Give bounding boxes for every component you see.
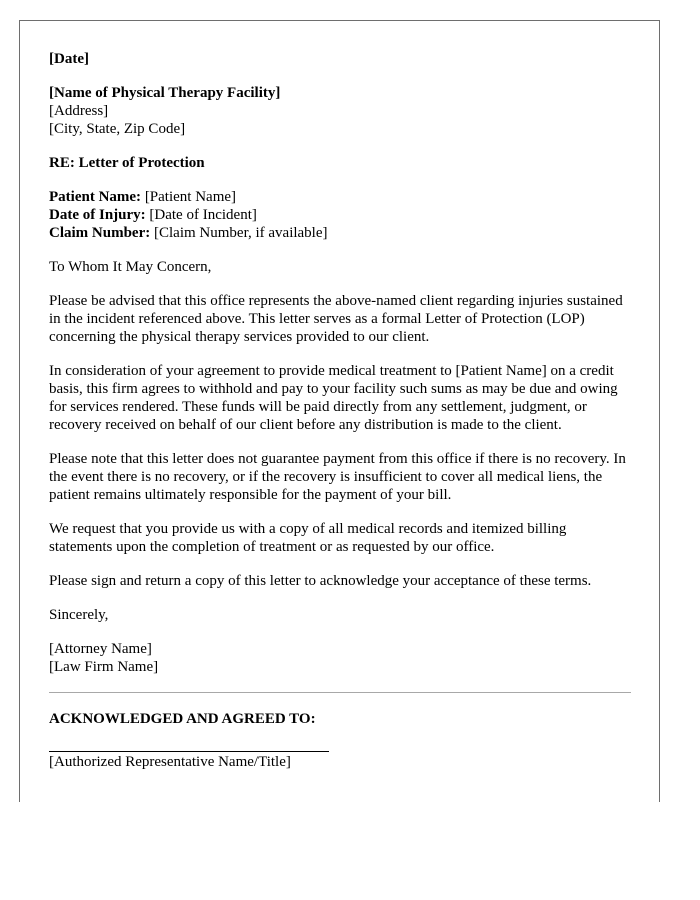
recipient-block: [49, 84, 631, 138]
law-firm-name: [Law Firm Name]: [49, 659, 159, 675]
patient-row: [49, 188, 631, 206]
facility-address: [Address]: [49, 103, 109, 119]
body-paragraph-2: In consideration of your agreement to provide medical treatment to [Patient Name] on a credit basis, this firm agrees to withhold and pay to your facility such sums as may be due and owing for services rendered. These funds will be paid directly from any settlement, judgment, or recovery received on behalf of our client before any distribution is made to the client.: [49, 363, 618, 433]
salutation: To Whom It May Concern,: [49, 259, 212, 275]
facility-city-state-zip: [City, State, Zip Code]: [49, 121, 186, 137]
injury-date-row: [49, 206, 631, 224]
injury-date-value: [Date of Incident]: [145, 207, 257, 223]
body-paragraph-4: We request that you provide us with a copy of all medical records and itemized billing statements upon the completion of treatment or as requested by our office.: [49, 521, 567, 555]
letter-page: [19, 20, 660, 802]
subject-line: RE: Letter of Protection: [49, 155, 205, 171]
patient-value: [Patient Name]: [141, 189, 237, 205]
signature-block: [49, 640, 631, 676]
body-paragraph-3: Please note that this letter does not guarantee payment from this office if there is no recovery. In the event there is no recovery, or if the recovery is insufficient to cover all medical liens, the patient remains ultimately responsible for the payment of your bill.: [49, 451, 626, 503]
patient-label: Patient Name:: [49, 189, 142, 205]
claim-number-row: [49, 224, 631, 242]
injury-date-label: Date of Injury:: [49, 207, 146, 223]
signature-line: [49, 751, 329, 752]
section-divider: [49, 692, 631, 693]
claim-number-label: Claim Number:: [49, 225, 151, 241]
case-details: [49, 188, 631, 242]
authorized-representative-label: [Authorized Representative Name/Title]: [49, 754, 291, 770]
letter-date: [Date]: [49, 51, 89, 67]
claim-number-value: [Claim Number, if available]: [150, 225, 328, 241]
body-paragraph-5: Please sign and return a copy of this letter to acknowledge your acceptance of these terms.: [49, 573, 592, 589]
closing: Sincerely,: [49, 607, 109, 623]
facility-name: [Name of Physical Therapy Facility]: [49, 85, 281, 101]
attorney-name: [Attorney Name]: [49, 641, 152, 657]
body-paragraph-1: Please be advised that this office represents the above-named client regarding injuries sustained in the incident referenced above. This letter serves as a formal Letter of Protection (LOP) concerning the physical therapy services provided to our client.: [49, 293, 623, 345]
acknowledgment-heading: ACKNOWLEDGED AND AGREED TO:: [49, 711, 316, 727]
